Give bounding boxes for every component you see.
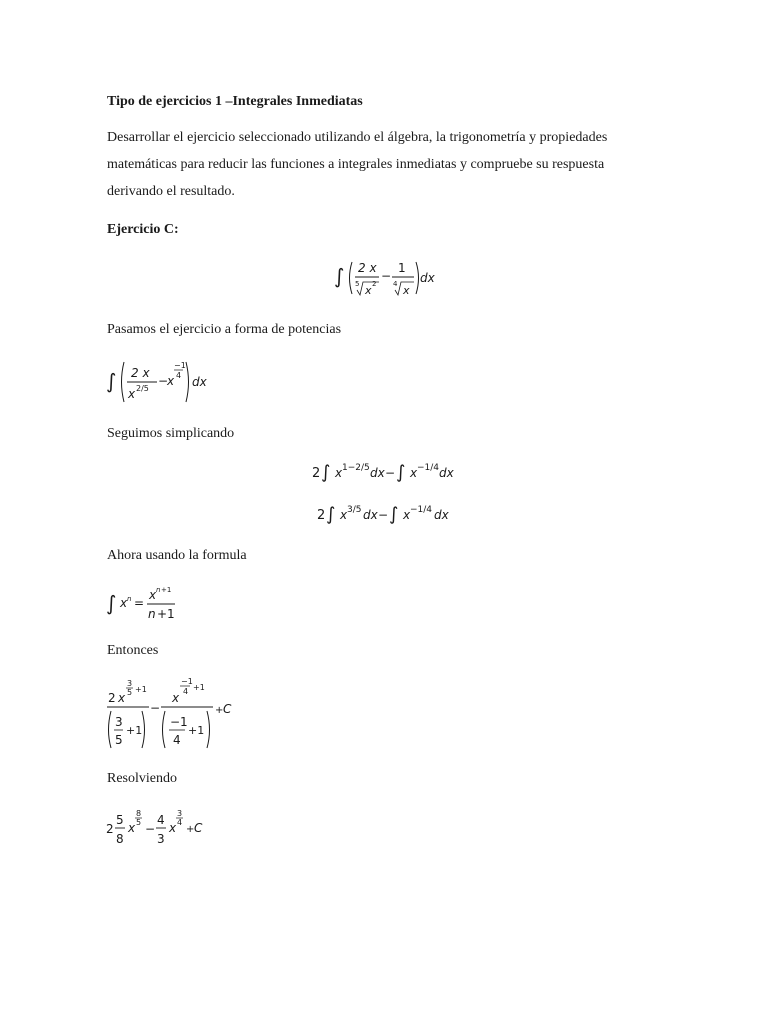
svg-text:3/5: 3/5 — [347, 505, 362, 515]
svg-text:=: = — [134, 596, 145, 610]
svg-text:x: x — [340, 508, 348, 522]
svg-text:2: 2 — [108, 691, 116, 705]
svg-text:−1: −1 — [174, 361, 186, 370]
svg-text:n: n — [127, 595, 132, 603]
svg-text:+1: +1 — [188, 724, 205, 737]
svg-text:∫: ∫ — [106, 369, 117, 393]
paragraph-line: matemáticas para reducir las funciones a integrales inmediatas y compruebe su respuesta — [107, 157, 605, 172]
svg-text:5: 5 — [355, 280, 360, 288]
svg-text:+1: +1 — [135, 685, 147, 694]
paragraph-line: derivando el resultado. — [107, 184, 235, 199]
exercise-label: Ejercicio C: — [107, 222, 179, 237]
svg-text:x: x — [118, 691, 126, 705]
equation-result — [104, 804, 214, 852]
svg-text:3: 3 — [157, 832, 165, 846]
svg-text:−1: −1 — [181, 677, 193, 686]
svg-text:x: x — [169, 821, 177, 835]
svg-text:+1: +1 — [161, 586, 172, 594]
svg-text:−1/4: −1/4 — [417, 463, 440, 473]
svg-text:x: x — [149, 588, 157, 602]
svg-text:dx: dx — [434, 508, 449, 522]
svg-text:2: 2 — [372, 280, 377, 288]
step-powers-text: Pasamos el ejercicio a forma de potencias — [107, 322, 342, 337]
svg-text:2/5: 2/5 — [136, 384, 149, 393]
step-resolviendo-text: Resolviendo — [107, 771, 177, 786]
equation-simplify-2 — [315, 498, 460, 528]
svg-text:∫: ∫ — [321, 462, 331, 483]
svg-text:2: 2 — [312, 466, 321, 481]
instructions-paragraph — [107, 124, 607, 205]
svg-text:4: 4 — [393, 280, 398, 288]
svg-text:8: 8 — [116, 832, 124, 846]
integral-sign: ∫ — [334, 264, 345, 288]
paragraph-line: Desarrollar el ejercicio seleccionado utilizando el álgebra, la trigonometría y propiedades — [107, 130, 608, 145]
svg-text:+: + — [215, 705, 224, 716]
svg-text:∫: ∫ — [326, 504, 336, 525]
svg-text:2 x: 2 x — [131, 366, 150, 380]
svg-text:4: 4 — [177, 818, 183, 827]
svg-text:5: 5 — [115, 733, 123, 747]
svg-text:+1: +1 — [157, 607, 175, 621]
svg-text:3: 3 — [177, 809, 183, 818]
svg-text:C: C — [194, 821, 203, 835]
svg-text:x: x — [128, 821, 136, 835]
svg-text:8: 8 — [136, 809, 142, 818]
svg-text:x: x — [410, 466, 418, 480]
step-simplify-text: Seguimos simplicando — [107, 426, 235, 441]
svg-text:1−2/5: 1−2/5 — [342, 463, 370, 473]
equation-applied — [104, 674, 244, 754]
svg-text:n: n — [148, 607, 156, 621]
svg-text:5: 5 — [116, 813, 124, 827]
heading: Tipo de ejercicios 1 –Integrales Inmediatas — [107, 94, 363, 109]
svg-text:dx: dx — [370, 466, 385, 480]
equation-powers — [104, 356, 219, 406]
svg-text:x: x — [403, 284, 410, 297]
svg-text:−1: −1 — [170, 715, 188, 729]
svg-text:3: 3 — [127, 679, 133, 688]
svg-text:∫: ∫ — [396, 462, 406, 483]
svg-text:+: + — [186, 824, 195, 835]
svg-text:4: 4 — [183, 687, 189, 696]
svg-text:n: n — [156, 586, 161, 594]
svg-text:dx: dx — [439, 466, 454, 480]
svg-text:4: 4 — [173, 733, 181, 747]
svg-text:−: − — [381, 269, 392, 283]
svg-text:2: 2 — [317, 508, 326, 523]
svg-text:−1/4: −1/4 — [410, 505, 433, 515]
svg-text:x: x — [167, 374, 175, 388]
svg-text:x: x — [172, 691, 180, 705]
svg-text:x: x — [128, 387, 136, 401]
svg-text:+1: +1 — [193, 683, 205, 692]
svg-text:+1: +1 — [126, 724, 143, 737]
svg-text:x: x — [335, 466, 343, 480]
svg-text:x: x — [120, 596, 128, 610]
step-entonces-text: Entonces — [107, 643, 159, 658]
svg-text:3: 3 — [115, 715, 123, 729]
svg-text:2 x: 2 x — [358, 261, 377, 275]
svg-text:5: 5 — [136, 818, 142, 827]
svg-text:dx: dx — [192, 375, 207, 389]
svg-text:−: − — [158, 374, 169, 388]
svg-text:−: − — [378, 508, 389, 522]
svg-text:C: C — [223, 702, 232, 716]
svg-text:dx: dx — [363, 508, 378, 522]
svg-text:5: 5 — [127, 688, 133, 697]
svg-text:4: 4 — [176, 371, 182, 380]
svg-text:−: − — [385, 466, 396, 480]
svg-text:−: − — [145, 822, 156, 836]
svg-text:dx: dx — [420, 271, 435, 285]
equation-original — [330, 252, 440, 302]
svg-text:−: − — [150, 701, 161, 715]
step-formula-text: Ahora usando la formula — [107, 548, 247, 563]
svg-text:4: 4 — [157, 813, 165, 827]
svg-text:∫: ∫ — [389, 504, 399, 525]
svg-text:1: 1 — [398, 261, 406, 275]
svg-text:x: x — [403, 508, 411, 522]
equation-formula — [104, 580, 194, 624]
svg-text:∫: ∫ — [106, 591, 117, 615]
svg-text:x: x — [365, 284, 372, 297]
equation-simplify-1 — [310, 456, 460, 486]
svg-text:2: 2 — [106, 822, 114, 836]
